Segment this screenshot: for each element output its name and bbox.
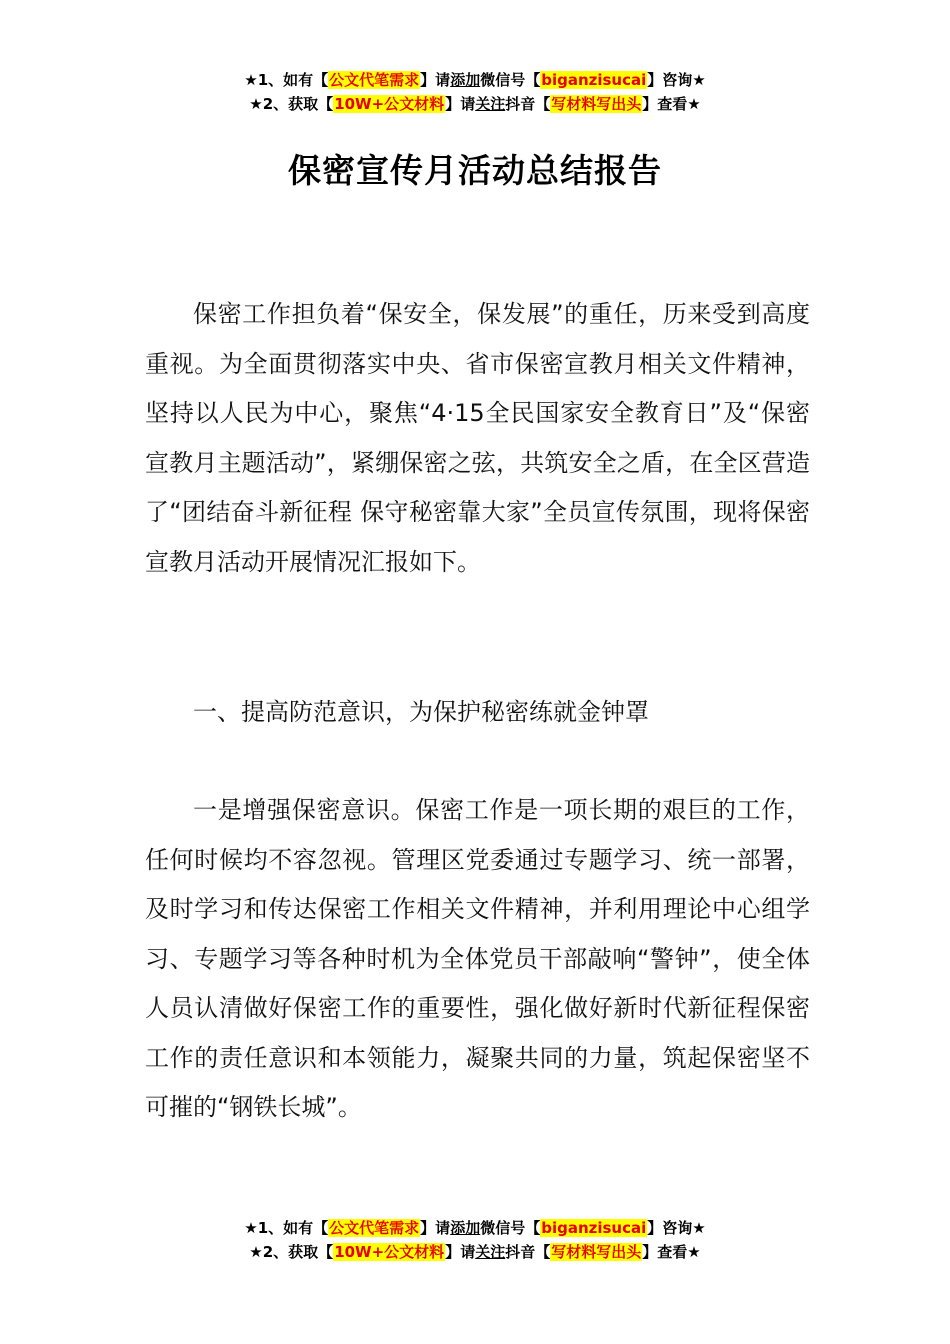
promo-line-1: ★1、如有【公文代笔需求】请添加微信号【biganzisucai】咨询★ [244, 1219, 706, 1237]
highlight-materials: 10W+公文材料 [334, 95, 445, 113]
highlight-materials: 10W+公文材料 [334, 1243, 445, 1261]
highlight-douyin-account: 写材料写出头 [551, 1243, 642, 1261]
section-heading-1: 一、提高防范意识，为保护秘密练就金钟罩 [193, 698, 649, 726]
footer-promo-banner [0, 1216, 950, 1264]
highlight-service: 公文代笔需求 [329, 1219, 420, 1237]
promo-line-1: ★1、如有【公文代笔需求】请添加微信号【biganzisucai】咨询★ [244, 71, 706, 89]
highlight-wechat-id: biganzisucai [541, 71, 647, 89]
promo-line-2: ★2、获取【10W+公文材料】请关注抖音【写材料写出头】查看★ [249, 1243, 701, 1261]
document-title: 保密宣传月活动总结报告 [288, 151, 662, 190]
promo-line-2: ★2、获取【10W+公文材料】请关注抖音【写材料写出头】查看★ [249, 95, 701, 113]
highlight-service: 公文代笔需求 [329, 71, 420, 89]
section-1-paragraph-1: 一是增强保密意识。保密工作是一项长期的艰巨的工作，任何时候均不容忽视。管理区党委通过专题学习、统一部署，及时学习和传达保密工作相关文件精神，并利用理论中心组学习、专题学习等各种时机为全体党员干部敲响“警钟”，使全体人员认清做好保密工作的重要性，强化做好新时代新征程保密工作的责任意识和本领能力，凝聚共同的力量，筑起保密坚不可摧的“钢铁长城”。 [145, 796, 810, 1121]
highlight-douyin-account: 写材料写出头 [551, 95, 642, 113]
header-promo-banner [0, 68, 950, 116]
highlight-wechat-id: biganzisucai [541, 1219, 647, 1237]
intro-paragraph: 保密工作担负着“保安全，保发展”的重任，历来受到高度重视。为全面贯彻落实中央、省市保密宣教月相关文件精神，坚持以人民为中心，聚焦“4·15全民国家安全教育日”及“保密宣教月主题活动”，紧绷保密之弦，共筑安全之盾，在全区营造了“团结奋斗新征程 保守秘密靠大家”全员宣传氛围，现将保密宣教月活动开展情况汇报如下。 [145, 300, 810, 576]
